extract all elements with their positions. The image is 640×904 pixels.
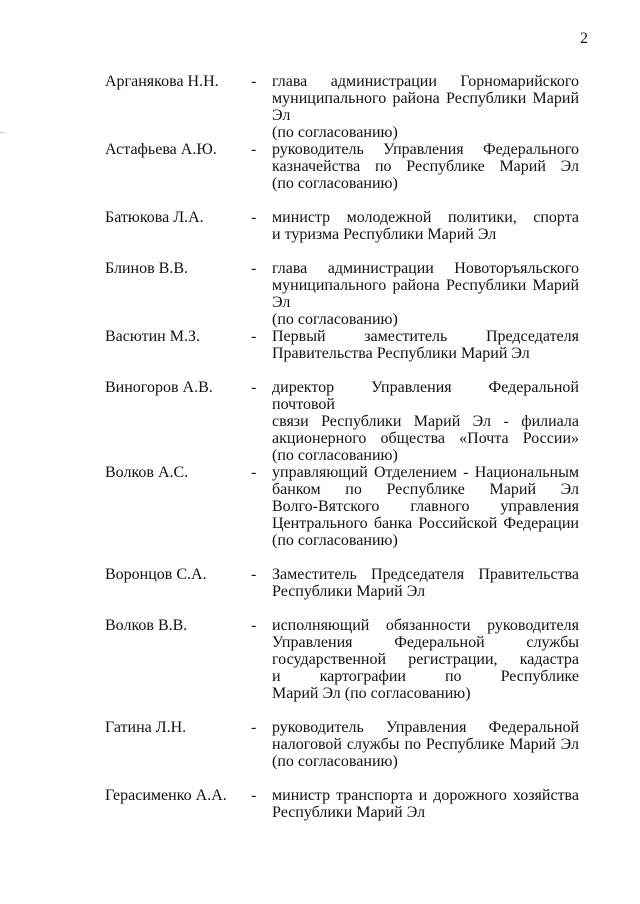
margin-mark xyxy=(0,132,5,133)
separator-dash: - xyxy=(251,209,257,226)
position-line: связи Республики Марий Эл - филиала xyxy=(272,413,579,430)
position-line: министр транспорта и дорожного хозяйства xyxy=(272,787,579,804)
position-line: казначейства по Республике Марий Эл xyxy=(272,158,579,175)
member-name: Виногоров А.В. xyxy=(105,379,213,396)
separator-dash: - xyxy=(251,566,257,583)
separator-dash: - xyxy=(251,787,257,804)
position-line: глава администрации Новоторъяльского xyxy=(272,260,579,277)
member-name: Васютин М.З. xyxy=(105,328,200,345)
member-name: Гатина Л.Н. xyxy=(105,719,187,736)
position-line: руководитель Управления Федеральной xyxy=(272,719,579,736)
member-position xyxy=(272,464,579,549)
position-line: директор Управления Федеральной почтовой xyxy=(272,379,579,413)
separator-dash: - xyxy=(251,260,257,277)
position-line: управляющий Отделением - Национальным xyxy=(272,464,579,481)
position-line: (по согласованию) xyxy=(272,447,398,464)
position-line: (по согласованию) xyxy=(272,532,398,549)
separator-dash: - xyxy=(251,141,257,158)
member-position xyxy=(272,787,579,821)
member-name: Блинов В.В. xyxy=(105,260,188,277)
position-line: руководитель Управления Федерального xyxy=(272,141,579,158)
member-position xyxy=(272,379,579,464)
separator-dash: - xyxy=(251,328,257,345)
position-line: Волго-Вятского главного управления xyxy=(272,498,579,515)
position-line: Управления Федеральной службы xyxy=(272,634,579,651)
member-name: Батюкова Л.А. xyxy=(105,209,204,226)
position-line: Заместитель Председателя Правительства xyxy=(272,566,579,583)
position-line: Первый заместитель Председателя xyxy=(272,328,579,345)
separator-dash: - xyxy=(251,719,257,736)
position-line: Центрального банка Российской Федерации xyxy=(272,515,579,532)
position-line: муниципального района Республики Марий Эл xyxy=(272,277,579,311)
member-position xyxy=(272,566,579,600)
position-line: (по согласованию) xyxy=(272,753,398,770)
member-name: Герасименко А.А. xyxy=(105,787,227,804)
position-line: Марий Эл (по согласованию) xyxy=(272,685,471,702)
position-line: и туризма Республики Марий Эл xyxy=(272,226,497,243)
position-line: (по согласованию) xyxy=(272,124,398,141)
member-name: Воронцов С.А. xyxy=(105,566,207,583)
position-line: государственной регистрации, кадастра xyxy=(272,651,579,668)
position-line: банком по Республике Марий Эл xyxy=(272,481,579,498)
separator-dash: - xyxy=(251,73,257,90)
member-position xyxy=(272,209,579,243)
separator-dash: - xyxy=(251,464,257,481)
position-line: исполняющий обязанности руководителя xyxy=(272,617,579,634)
position-line: министр молодежной политики, спорта xyxy=(272,209,579,226)
member-position xyxy=(272,73,579,141)
member-position xyxy=(272,719,579,770)
position-line: (по согласованию) xyxy=(272,175,398,192)
page-number: 2 xyxy=(580,30,588,47)
position-line: Правительства Республики Марий Эл xyxy=(272,345,530,362)
position-line: Республики Марий Эл xyxy=(272,583,426,600)
separator-dash: - xyxy=(251,379,257,396)
member-name: Астафьева А.Ю. xyxy=(105,141,217,158)
position-line: и картографии по Республике xyxy=(272,668,579,685)
member-position xyxy=(272,141,579,192)
member-name: Арганякова Н.Н. xyxy=(105,73,219,90)
member-position xyxy=(272,617,579,702)
member-name: Волков А.С. xyxy=(105,464,189,481)
member-position xyxy=(272,328,579,362)
position-line: налоговой службы по Республике Марий Эл xyxy=(272,736,579,753)
position-line: муниципального района Республики Марий Эл xyxy=(272,90,579,124)
position-line: акционерного общества «Почта России» xyxy=(272,430,579,447)
position-line: Республики Марий Эл xyxy=(272,804,426,821)
separator-dash: - xyxy=(251,617,257,634)
position-line: глава администрации Горномарийского xyxy=(272,73,579,90)
member-name: Волков В.В. xyxy=(105,617,188,634)
position-line: (по согласованию) xyxy=(272,311,398,328)
member-position xyxy=(272,260,579,328)
